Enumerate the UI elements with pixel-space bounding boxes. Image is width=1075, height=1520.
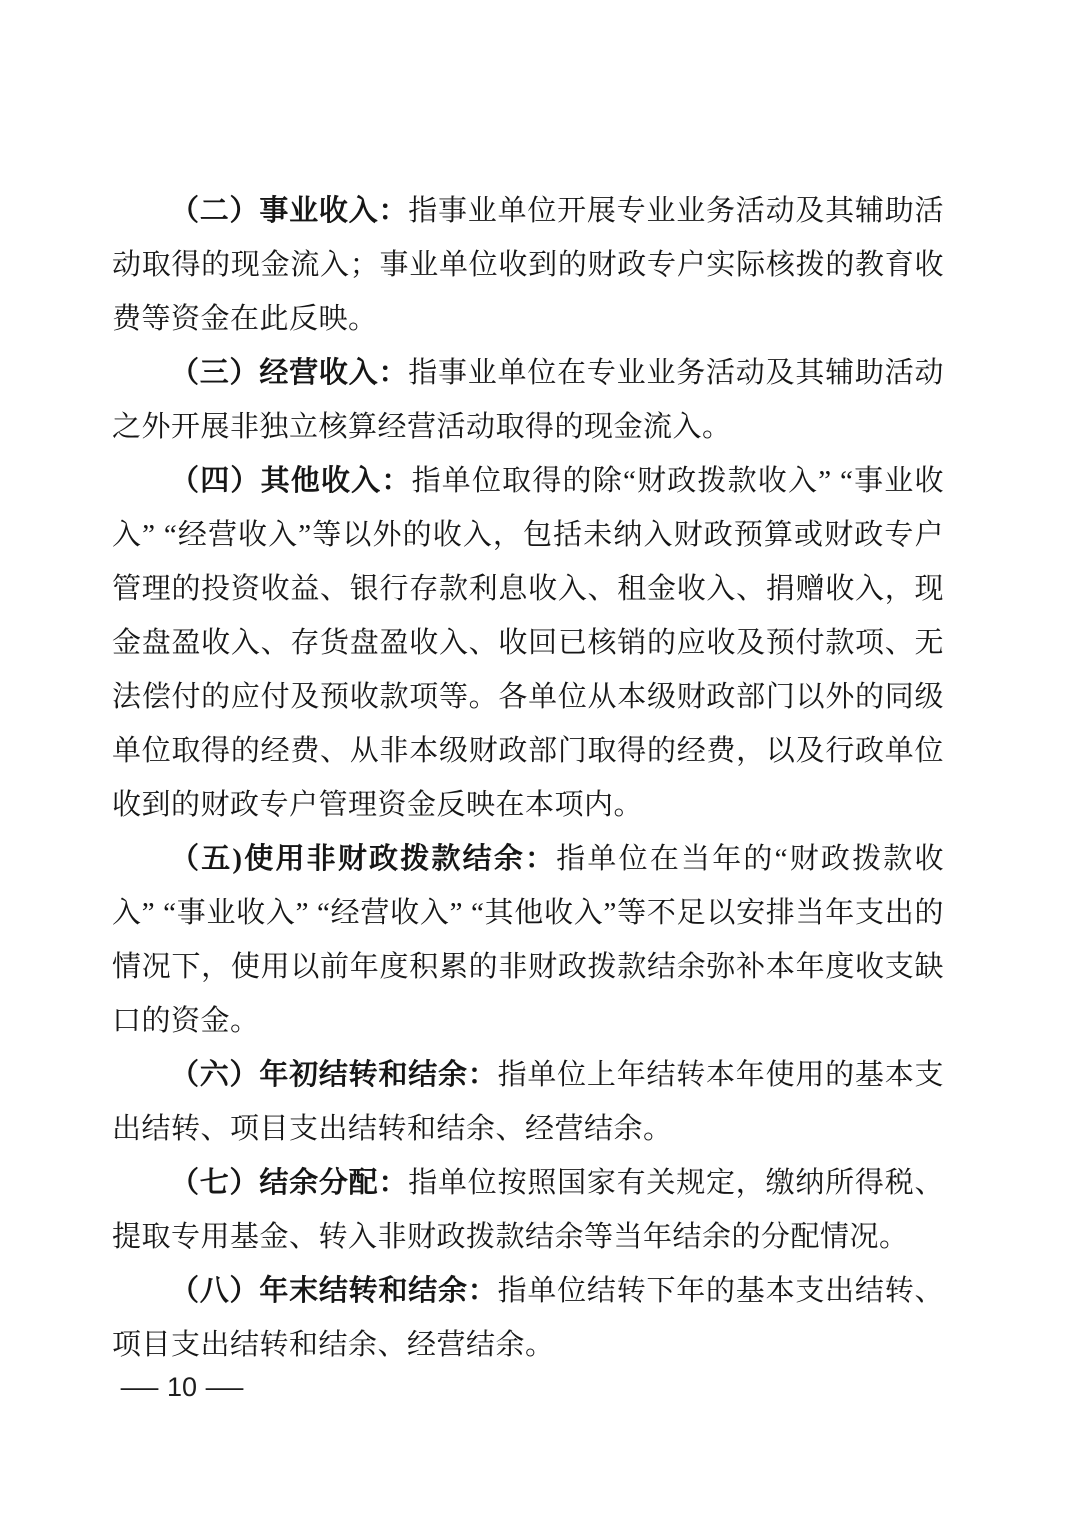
paragraph-body: 指单位上年结转本年使用的基本支出结转、项目支出结转和结余、经营结余。: [112, 1059, 944, 1145]
paragraph-item-8: [112, 1264, 944, 1372]
paragraph-item-4: [112, 454, 944, 832]
paragraph-item-2: [112, 184, 944, 346]
paragraph-item-6: [112, 1048, 944, 1156]
paragraph-heading: （七）结余分配：: [170, 1167, 409, 1199]
document-body: [112, 184, 944, 1372]
paragraph-heading: （三）经营收入：: [170, 357, 409, 389]
paragraph-body: 指单位取得的除“财政拨款收入” “事业收入” “经营收入”等以外的收入，包括未纳入财政预算或财政专户管理的投资收益、银行存款利息收入、租金收入、捐赠收入，现金盘盈收入、存货盘盈收入、收回已核销的应收及预付款项、无法偿付的应付及预收款项等。各单位从本级财政部门以外的同级单位取得的经费、从非本级财政部门取得的经费，以及行政单位收到的财政专户管理资金反映在本项内。: [112, 465, 944, 821]
footer-right-dash: —: [205, 1372, 244, 1402]
page-number: 10: [167, 1372, 198, 1402]
page-footer: [120, 1372, 244, 1403]
paragraph-heading: （四）其他收入：: [170, 465, 412, 497]
paragraph-heading: （五)使用非财政拨款结余：: [170, 843, 557, 875]
paragraph-body: 指单位按照国家有关规定，缴纳所得税、提取专用基金、转入非财政拨款结余等当年结余的分配情况。: [112, 1167, 944, 1253]
paragraph-body: 指事业单位开展专业业务活动及其辅助活动取得的现金流入；事业单位收到的财政专户实际核拨的教育收费等资金在此反映。: [112, 195, 944, 335]
paragraph-item-5: [112, 832, 944, 1048]
paragraph-body: 指单位在当年的“财政拨款收入” “事业收入” “经营收入” “其他收入”等不足以安排当年支出的情况下，使用以前年度积累的非财政拨款结余弥补本年度收支缺口的资金。: [112, 843, 944, 1037]
paragraph-body: 指单位结转下年的基本支出结转、项目支出结转和结余、经营结余。: [112, 1275, 944, 1361]
paragraph-heading: （八）年末结转和结余：: [170, 1275, 498, 1307]
paragraph-item-3: [112, 346, 944, 454]
paragraph-heading: （六）年初结转和结余：: [170, 1059, 498, 1091]
paragraph-item-7: [112, 1156, 944, 1264]
paragraph-heading: （二）事业收入：: [170, 195, 409, 227]
paragraph-body: 指事业单位在专业业务活动及其辅助活动之外开展非独立核算经营活动取得的现金流入。: [112, 357, 944, 443]
footer-left-dash: —: [120, 1372, 159, 1402]
